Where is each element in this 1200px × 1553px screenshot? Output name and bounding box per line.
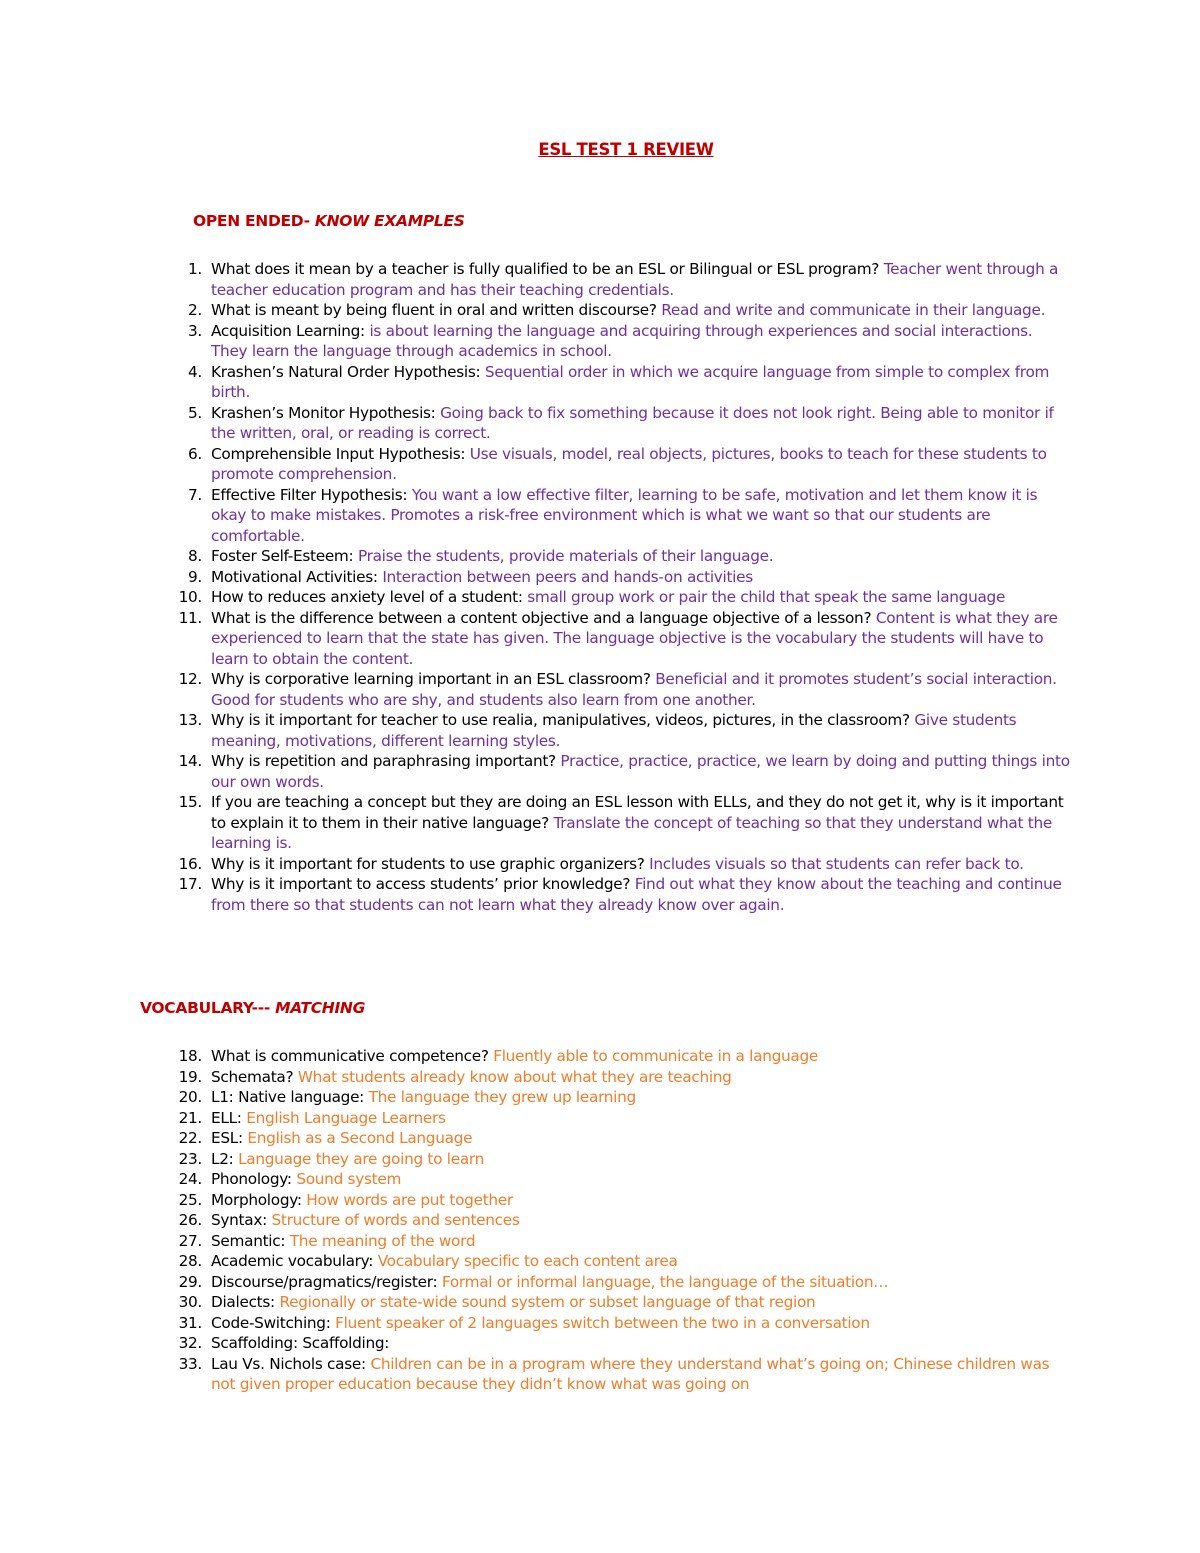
- item-question: Why is corporative learning important in an ESL classroom?: [211, 670, 656, 688]
- item-answer: English Language Learners: [246, 1108, 446, 1127]
- item-answer: Formal or informal language, the language of the situation…: [441, 1272, 889, 1291]
- item-answer: The meaning of the word: [289, 1231, 476, 1250]
- item-question: Academic vocabulary:: [211, 1252, 378, 1270]
- list-item: [0, 485, 1071, 547]
- list-item: [0, 1190, 1071, 1211]
- list-item: [0, 1046, 1071, 1067]
- item-answer: Fluently able to communicate in a language: [493, 1047, 818, 1065]
- item-number: 33.: [178, 1354, 202, 1373]
- item-answer: What students already know about what they are teaching: [297, 1067, 732, 1086]
- list-item: [0, 669, 1071, 710]
- list-item: [0, 1087, 1071, 1108]
- vocabulary-list: [0, 1046, 1200, 1395]
- item-number: 29.: [178, 1272, 202, 1291]
- list-item: [0, 587, 1071, 608]
- item-number: 13.: [178, 711, 202, 729]
- item-answer: The language they grew up learning: [368, 1088, 636, 1106]
- list-item: [0, 259, 1071, 300]
- item-number: 12.: [178, 670, 202, 688]
- item-number: 30.: [178, 1293, 202, 1311]
- item-answer: Language they are going to learn: [238, 1149, 485, 1168]
- list-item: [0, 874, 1071, 915]
- item-number: 18.: [178, 1047, 202, 1065]
- item-question: L2:: [211, 1149, 239, 1168]
- item-question: Schemata?: [211, 1067, 298, 1086]
- item-question: Lau Vs. Nichols case:: [211, 1354, 371, 1373]
- list-item: [0, 1354, 1071, 1395]
- list-item: [0, 1108, 1071, 1129]
- item-answer: Find out what they know about the teaching and continue from there so that students can not learn what they already know over again.: [211, 875, 1062, 914]
- item-answer: Vocabulary specific to each content area: [377, 1252, 678, 1270]
- item-question: Morphology:: [211, 1190, 307, 1209]
- list-item: [0, 1128, 1071, 1149]
- item-answer: Children can be in a program where they understand what’s going on; Chinese children was not given proper education because they didn’t know what was going on: [211, 1354, 1050, 1393]
- item-answer: Going back to fix something because it does not look right. Being able to monitor if the written, oral, or reading is correct.: [211, 403, 1054, 442]
- item-question: Discourse/pragmatics/register:: [211, 1272, 442, 1291]
- list-item: [0, 362, 1071, 403]
- list-item: [0, 1210, 1071, 1231]
- item-question: What does it mean by a teacher is fully qualified to be an ESL or Bilingual or ESL program?: [211, 260, 884, 278]
- list-item: [0, 1313, 1071, 1334]
- open-ended-list: [0, 259, 1200, 915]
- item-number: 9.: [188, 567, 202, 586]
- item-number: 14.: [178, 752, 202, 770]
- item-number: 25.: [178, 1190, 202, 1209]
- list-item: [0, 444, 1071, 485]
- list-item: [0, 854, 1071, 875]
- list-item: [0, 1292, 1071, 1313]
- item-answer: Content is what they are experienced to learn that the state has given. The language objective is the vocabulary the students will have to learn to obtain the content.: [211, 608, 1058, 668]
- list-item: [0, 300, 1071, 321]
- list-item: [0, 567, 1071, 588]
- list-item: [0, 403, 1071, 444]
- item-number: 8.: [188, 547, 202, 565]
- item-question: ESL:: [211, 1129, 248, 1147]
- item-answer: Give students meaning, motivations, different learning styles.: [211, 711, 1017, 750]
- item-number: 19.: [178, 1067, 202, 1086]
- list-item: [0, 321, 1071, 362]
- item-answer: Teacher went through a teacher education program and has their teaching credentials.: [211, 260, 1059, 299]
- item-question: What is the difference between a content objective and a language objective of a lesson?: [211, 608, 876, 627]
- item-question: Phonology:: [211, 1170, 297, 1188]
- item-question: Dialects:: [211, 1293, 280, 1311]
- item-question: What is meant by being fluent in oral and written discourse?: [211, 301, 662, 319]
- item-answer: Practice, practice, practice, we learn by doing and putting things into our own words.: [211, 752, 1070, 791]
- list-item: [0, 608, 1071, 670]
- item-question: Why is repetition and paraphrasing important?: [211, 752, 561, 770]
- item-number: 1.: [188, 260, 202, 278]
- list-item: [0, 751, 1071, 792]
- item-answer: Interaction between peers and hands-on activities: [382, 567, 753, 586]
- section-heading-label: OPEN ENDED-: [193, 212, 310, 230]
- list-item: [0, 1272, 1071, 1293]
- list-item: [0, 1251, 1071, 1272]
- section-heading-emphasis: KNOW EXAMPLES: [314, 212, 465, 230]
- list-item: [0, 1169, 1071, 1190]
- item-answer: Includes visuals so that students can refer back to.: [649, 854, 1024, 873]
- section-heading-emphasis: MATCHING: [275, 999, 366, 1017]
- item-question: Acquisition Learning:: [211, 321, 370, 340]
- item-number: 31.: [178, 1313, 202, 1332]
- item-answer: Use visuals, model, real objects, pictures, books to teach for these students to promote comprehension.: [211, 444, 1047, 483]
- item-answer: Read and write and communicate in their language.: [661, 301, 1046, 319]
- item-answer: Regionally or state-wide sound system or subset language of that region: [279, 1293, 816, 1311]
- item-answer: Sequential order in which we acquire language from simple to complex from birth.: [211, 362, 1050, 401]
- list-item: [0, 710, 1071, 751]
- item-number: 10.: [178, 588, 202, 606]
- list-item: [0, 1149, 1071, 1170]
- item-number: 5.: [188, 403, 202, 422]
- item-number: 21.: [178, 1108, 202, 1127]
- section-heading-vocabulary: [140, 999, 365, 1017]
- item-question: How to reduces anxiety level of a student:: [211, 588, 528, 606]
- item-question: Krashen’s Natural Order Hypothesis:: [211, 362, 485, 381]
- item-number: 17.: [178, 875, 202, 893]
- item-answer: English as a Second Language: [247, 1129, 473, 1147]
- item-answer: You want a low effective filter, learning to be safe, motivation and let them know it is okay to make mistakes. Promotes a risk-free environment which is what we want so that our students are comfortable.: [211, 485, 1038, 545]
- item-number: 11.: [178, 608, 202, 627]
- list-item: [0, 792, 1071, 854]
- item-answer: is about learning the language and acquiring through experiences and social interactions. They learn the language through academics in school.: [211, 321, 1033, 360]
- section-heading-label: VOCABULARY---: [140, 999, 270, 1017]
- item-answer: Sound system: [296, 1170, 402, 1188]
- item-answer: Structure of words and sentences: [271, 1211, 520, 1229]
- item-number: 3.: [188, 321, 202, 340]
- document-title: ESL TEST 1 REVIEW: [538, 140, 714, 159]
- item-question: Effective Filter Hypothesis:: [211, 485, 412, 504]
- item-question: Krashen’s Monitor Hypothesis:: [211, 403, 441, 422]
- section-heading-open-ended: [193, 212, 465, 230]
- item-number: 4.: [188, 362, 202, 381]
- item-number: 20.: [178, 1088, 202, 1106]
- item-question: Semantic:: [211, 1231, 290, 1250]
- item-number: 26.: [178, 1211, 202, 1229]
- item-number: 22.: [178, 1129, 202, 1147]
- item-number: 7.: [188, 485, 202, 504]
- item-number: 23.: [178, 1149, 202, 1168]
- list-item: [0, 1067, 1071, 1088]
- item-answer: How words are put together: [306, 1190, 513, 1209]
- item-question: What is communicative competence?: [211, 1047, 494, 1065]
- item-question: L1: Native language:: [211, 1088, 369, 1106]
- item-question: Why is it important for teacher to use realia, manipulatives, videos, pictures, in the classroom?: [211, 711, 915, 729]
- item-answer: Translate the concept of teaching so that they understand what the learning is.: [211, 813, 1052, 852]
- item-number: 15.: [178, 793, 202, 811]
- item-answer: Praise the students, provide materials of their language.: [357, 547, 774, 565]
- item-question: Motivational Activities:: [211, 567, 383, 586]
- item-question: ELL:: [211, 1108, 247, 1127]
- item-question: Why is it important for students to use graphic organizers?: [211, 854, 650, 873]
- item-answer: small group work or pair the child that speak the same language: [527, 588, 1006, 606]
- list-item: [0, 1333, 1071, 1354]
- item-answer: Fluent speaker of 2 languages switch between the two in a conversation: [335, 1313, 870, 1332]
- item-question: Scaffolding: Scaffolding:: [211, 1334, 390, 1352]
- item-question: Foster Self-Esteem:: [211, 547, 358, 565]
- item-answer: Beneficial and it promotes student’s social interaction. Good for students who are shy, and students also learn from one another.: [211, 670, 1057, 709]
- item-number: 28.: [178, 1252, 202, 1270]
- item-question: Why is it important to access students’ prior knowledge?: [211, 875, 635, 893]
- item-question: Comprehensible Input Hypothesis:: [211, 444, 470, 463]
- item-number: 6.: [188, 444, 202, 463]
- item-number: 24.: [178, 1170, 202, 1188]
- list-item: [0, 546, 1071, 567]
- item-question: Syntax:: [211, 1211, 272, 1229]
- item-number: 2.: [188, 301, 202, 319]
- item-question: If you are teaching a concept but they are doing an ESL lesson with ELLs, and they do not get it, why is it important to explain it to them in their native language?: [211, 793, 1064, 832]
- item-question: Code-Switching:: [211, 1313, 336, 1332]
- item-number: 27.: [178, 1231, 202, 1250]
- item-number: 16.: [178, 854, 202, 873]
- item-number: 32.: [178, 1334, 202, 1352]
- list-item: [0, 1231, 1071, 1252]
